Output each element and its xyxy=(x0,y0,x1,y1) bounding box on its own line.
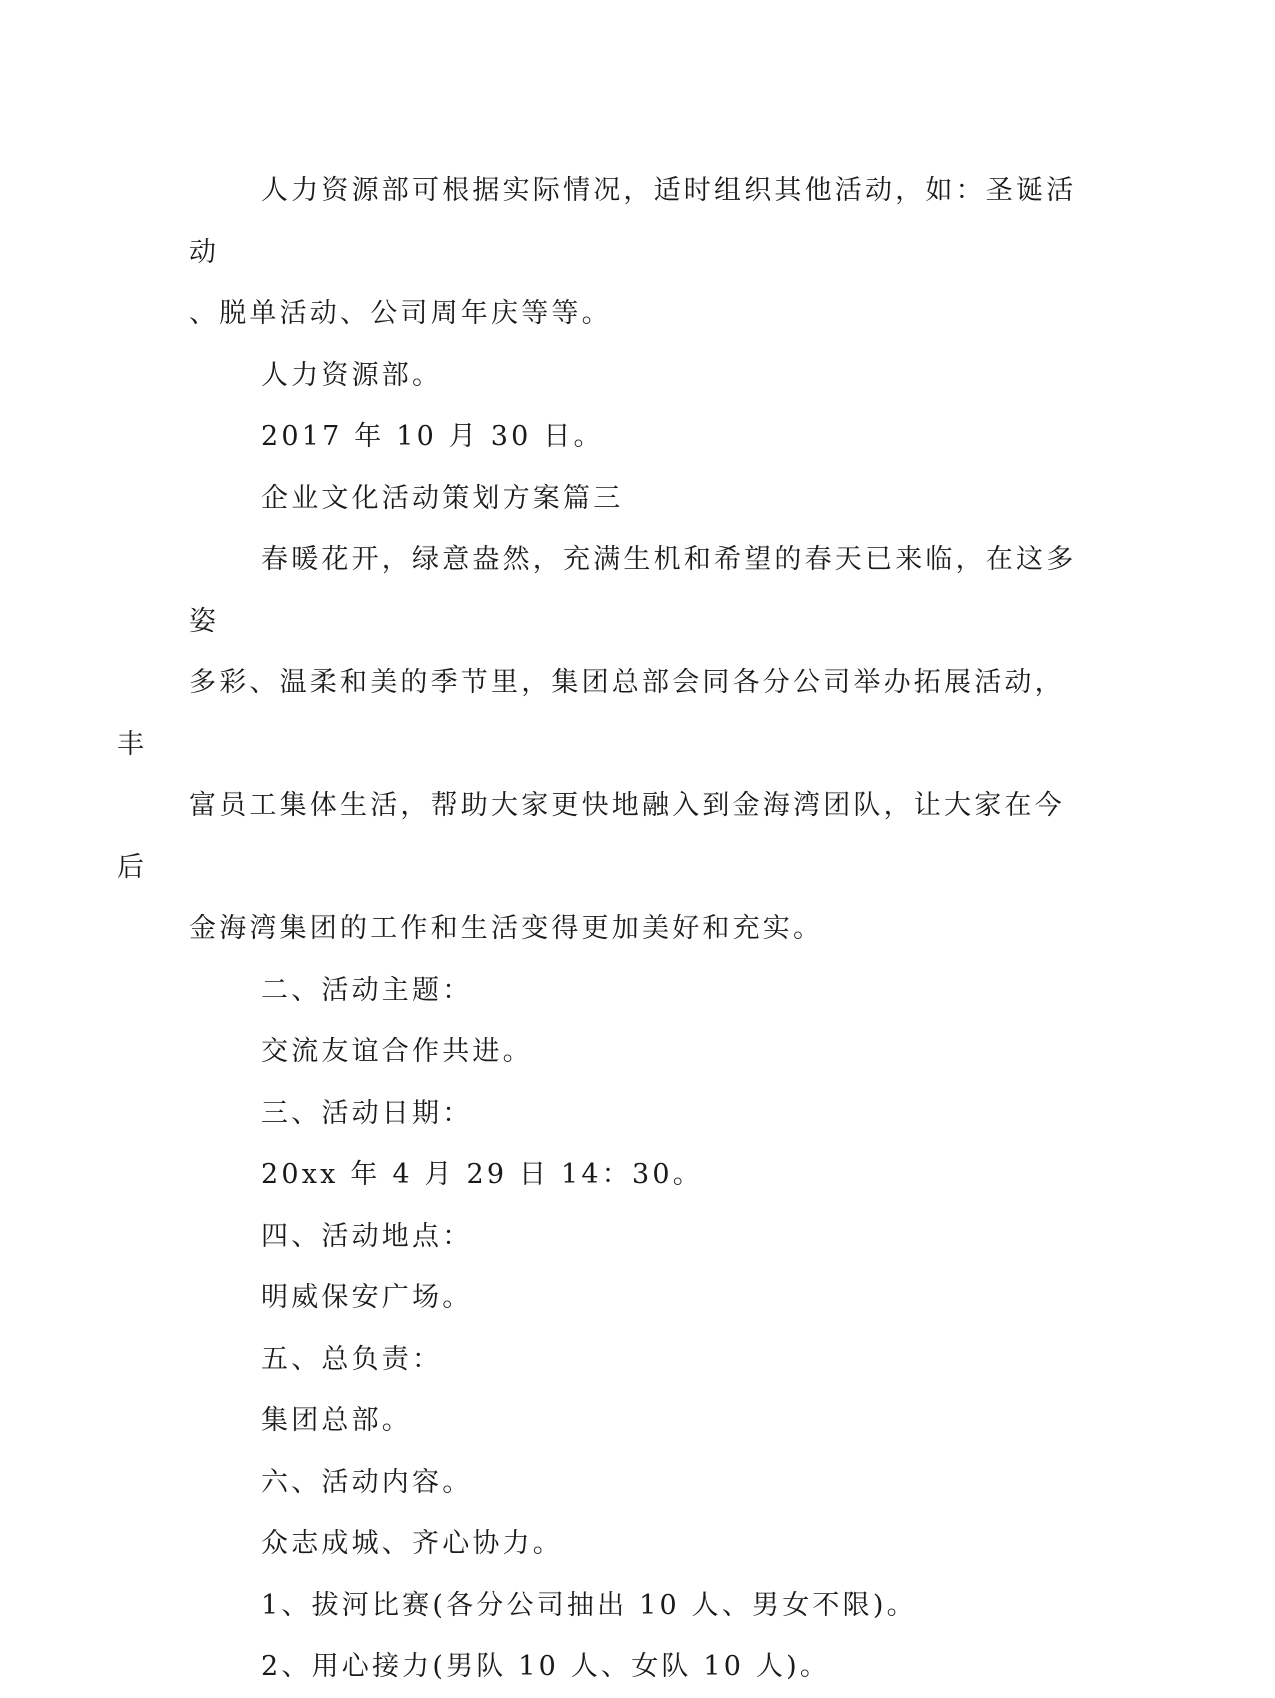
paragraph-intro xyxy=(117,529,1079,960)
paragraph-content-motto xyxy=(189,1513,1079,1575)
heading-content xyxy=(189,1452,1079,1514)
paragraph-line: 明威保安广场。 xyxy=(261,1282,473,1313)
paragraph-line: 多彩、温柔和美的季节里，集团总部会同各分公司举办拓展活动，丰 xyxy=(117,667,1065,760)
paragraph-line: 交流友谊合作共进。 xyxy=(261,1036,533,1067)
paragraph-line: 四、活动地点： xyxy=(261,1220,473,1252)
paragraph-line: 、脱单活动、公司周年庆等等。 xyxy=(189,298,612,329)
paragraph-line: 2、用心接力(男队 10 人、女队 10 人)。 xyxy=(261,1651,831,1682)
paragraph-line: 人力资源部可根据实际情况，适时组织其他活动，如：圣诞活动 xyxy=(189,175,1077,268)
list-item-relay xyxy=(189,1636,1079,1698)
paragraph-line: 五、总负责： xyxy=(261,1343,443,1375)
paragraph-other-activities xyxy=(189,160,1079,345)
document-body xyxy=(117,160,1079,1698)
paragraph-line: 人力资源部。 xyxy=(261,359,443,391)
heading-date xyxy=(189,1083,1079,1145)
paragraph-line: 二、活动主题： xyxy=(261,974,473,1006)
heading-responsible xyxy=(189,1329,1079,1391)
paragraph-line: 金海湾集团的工作和生活变得更加美好和充实。 xyxy=(189,913,824,944)
heading-location xyxy=(189,1206,1079,1268)
paragraph-date xyxy=(189,1144,1079,1206)
paragraph-line: 企业文化活动策划方案篇三 xyxy=(261,482,624,514)
paragraph-line: 春暖花开，绿意盎然，充满生机和希望的春天已来临，在这多姿 xyxy=(189,544,1077,637)
paragraph-line: 众志成城、齐心协力。 xyxy=(261,1528,563,1559)
paragraph-line: 2017 年 10 月 30 日。 xyxy=(261,421,604,452)
section-title xyxy=(189,468,1079,530)
paragraph-line: 集团总部。 xyxy=(261,1405,412,1436)
paragraph-line: 六、活动内容。 xyxy=(261,1466,473,1498)
paragraph-line: 1、拔河比赛(各分公司抽出 10 人、男女不限)。 xyxy=(261,1589,917,1621)
paragraph-theme xyxy=(189,1021,1079,1083)
paragraph-line: 三、活动日期： xyxy=(261,1097,473,1129)
paragraph-line: 富员工集体生活，帮助大家更快地融入到金海湾团队，让大家在今后 xyxy=(117,790,1065,883)
paragraph-signature-department xyxy=(189,345,1079,407)
paragraph-signature-date xyxy=(189,406,1079,468)
paragraph-responsible xyxy=(189,1390,1079,1452)
paragraph-location xyxy=(189,1267,1079,1329)
heading-theme xyxy=(189,960,1079,1022)
list-item-tug-of-war xyxy=(189,1575,1079,1637)
paragraph-line: 20xx 年 4 月 29 日 14：30。 xyxy=(261,1159,703,1190)
